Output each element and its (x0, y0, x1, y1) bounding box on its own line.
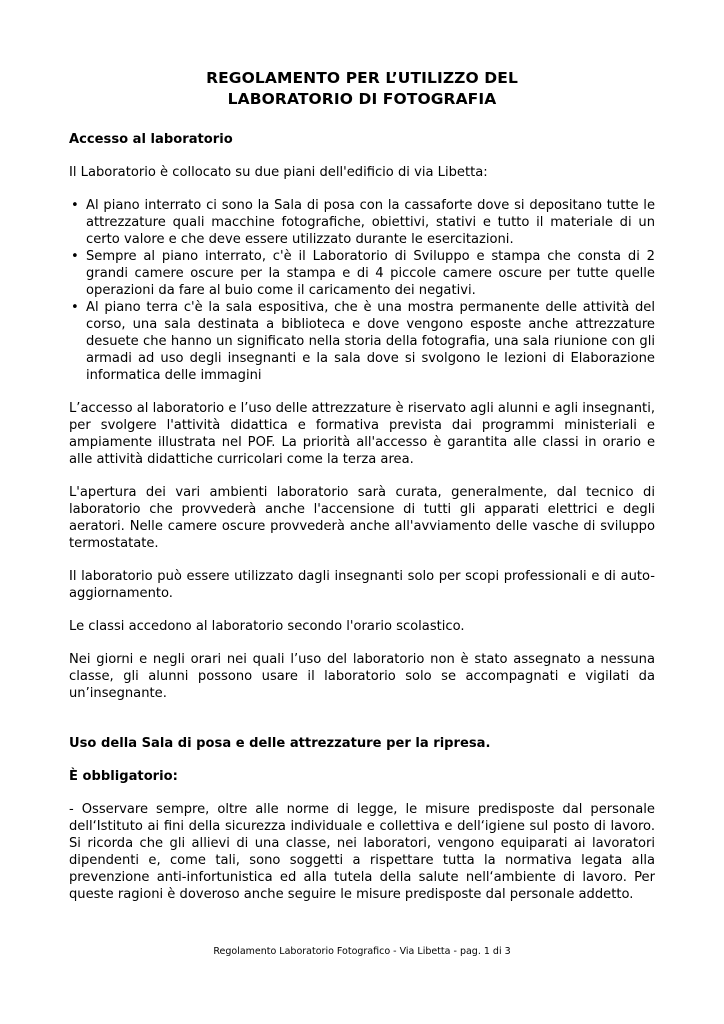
title-line-2: LABORATORIO DI FOTOGRAFIA (227, 90, 497, 108)
document-body (69, 131, 655, 903)
page-footer: Regolamento Laboratorio Fotografico - Via Libetta - pag. 1 di 3 (213, 946, 511, 957)
bullet-icon: • (71, 198, 79, 213)
list-item-text: Al piano interrato ci sono la Sala di posa con la cassaforte dove si depositano tutte le attrezzature quali macchine fotografiche, obiettivi, stativi e tutto il materiale di un certo valore e che deve essere utilizzato durante le esercitazioni. (86, 198, 655, 247)
intro-paragraph: Il Laboratorio è collocato su due piani dell'edificio di via Libetta: (69, 165, 488, 180)
list-item (69, 299, 655, 384)
title-line-1: REGOLAMENTO PER L’UTILIZZO DEL (206, 69, 518, 87)
students-usage-paragraph: Nei giorni e negli orari nei quali l’uso del laboratorio non è stato assegnato a nessuna classe, gli alunni possono usare il laboratorio solo se accompagnati e vigilati da un’insegnante. (69, 652, 655, 701)
list-item-text: Sempre al piano interrato, c'è il Laboratorio di Sviluppo e stampa che consta di 2 grandi camere oscure per la stampa e di 4 piccole camere oscure per tutte quelle operazioni da fare al buio come il caricamento dei negativi. (86, 249, 655, 298)
access-paragraph: L’accesso al laboratorio e l’uso delle attrezzature è riservato agli alunni e agli insegnanti, per svolgere l'attività didattica e formativa prevista dai programmi ministeriali e ampiamente illustrata nel POF. La priorità all'accesso è garantita alle classi in orario e alle attività didattiche curricolari come la terza area. (69, 401, 655, 467)
safety-paragraph: - Osservare sempre, oltre alle norme di legge, le misure predisposte dal personale dell‘Istituto ai fini della sicurezza individuale e collettiva e dell‘igiene sul posto di lavoro. Si ricorda che gli allievi di una classe, nei laboratori, vengono equiparati ai lavoratori dipendenti e, come tali, sono soggetti a rispettare tutta la normativa legata alla prevenzione anti-infortunistica ed alla tutela della salute nell‘ambiente di lavoro. Per queste ragioni è doveroso anche seguire le misure predisposte dal personale addetto. (69, 802, 655, 902)
classes-schedule-paragraph: Le classi accedono al laboratorio secondo l'orario scolastico. (69, 619, 465, 634)
teachers-usage-paragraph: Il laboratorio può essere utilizzato dagli insegnanti solo per scopi professionali e di auto-aggiornamento. (69, 569, 655, 601)
opening-paragraph: L'apertura dei vari ambienti laboratorio sarà curata, generalmente, dal tecnico di laboratorio che provvederà anche l'accensione di tutti gli apparati elettrici e degli aeratori. Nelle camere oscure provvederà anche all'avviamento delle vasche di sviluppo termostatate. (69, 485, 655, 551)
section-heading-studio: Uso della Sala di posa e delle attrezzature per la ripresa. (69, 736, 491, 751)
document-title (0, 68, 724, 110)
list-item (69, 248, 655, 299)
obligations-heading: È obbligatorio: (69, 769, 178, 784)
list-item (69, 197, 655, 248)
section-heading-access: Accesso al laboratorio (69, 132, 233, 147)
list-item-text: Al piano terra c'è la sala espositiva, che è una mostra permanente delle attività del corso, una sala destinata a biblioteca e dove vengono esposte anche attrezzature desuete che hanno un significato nella storia della fotografia, una sala riunione con gli armadi ad uso degli insegnanti e la sala dove si svolgono le lezioni di Elaborazione informatica delle immagini (86, 300, 655, 383)
bullet-icon: • (71, 249, 79, 264)
locations-list (69, 197, 655, 384)
bullet-icon: • (71, 300, 79, 315)
